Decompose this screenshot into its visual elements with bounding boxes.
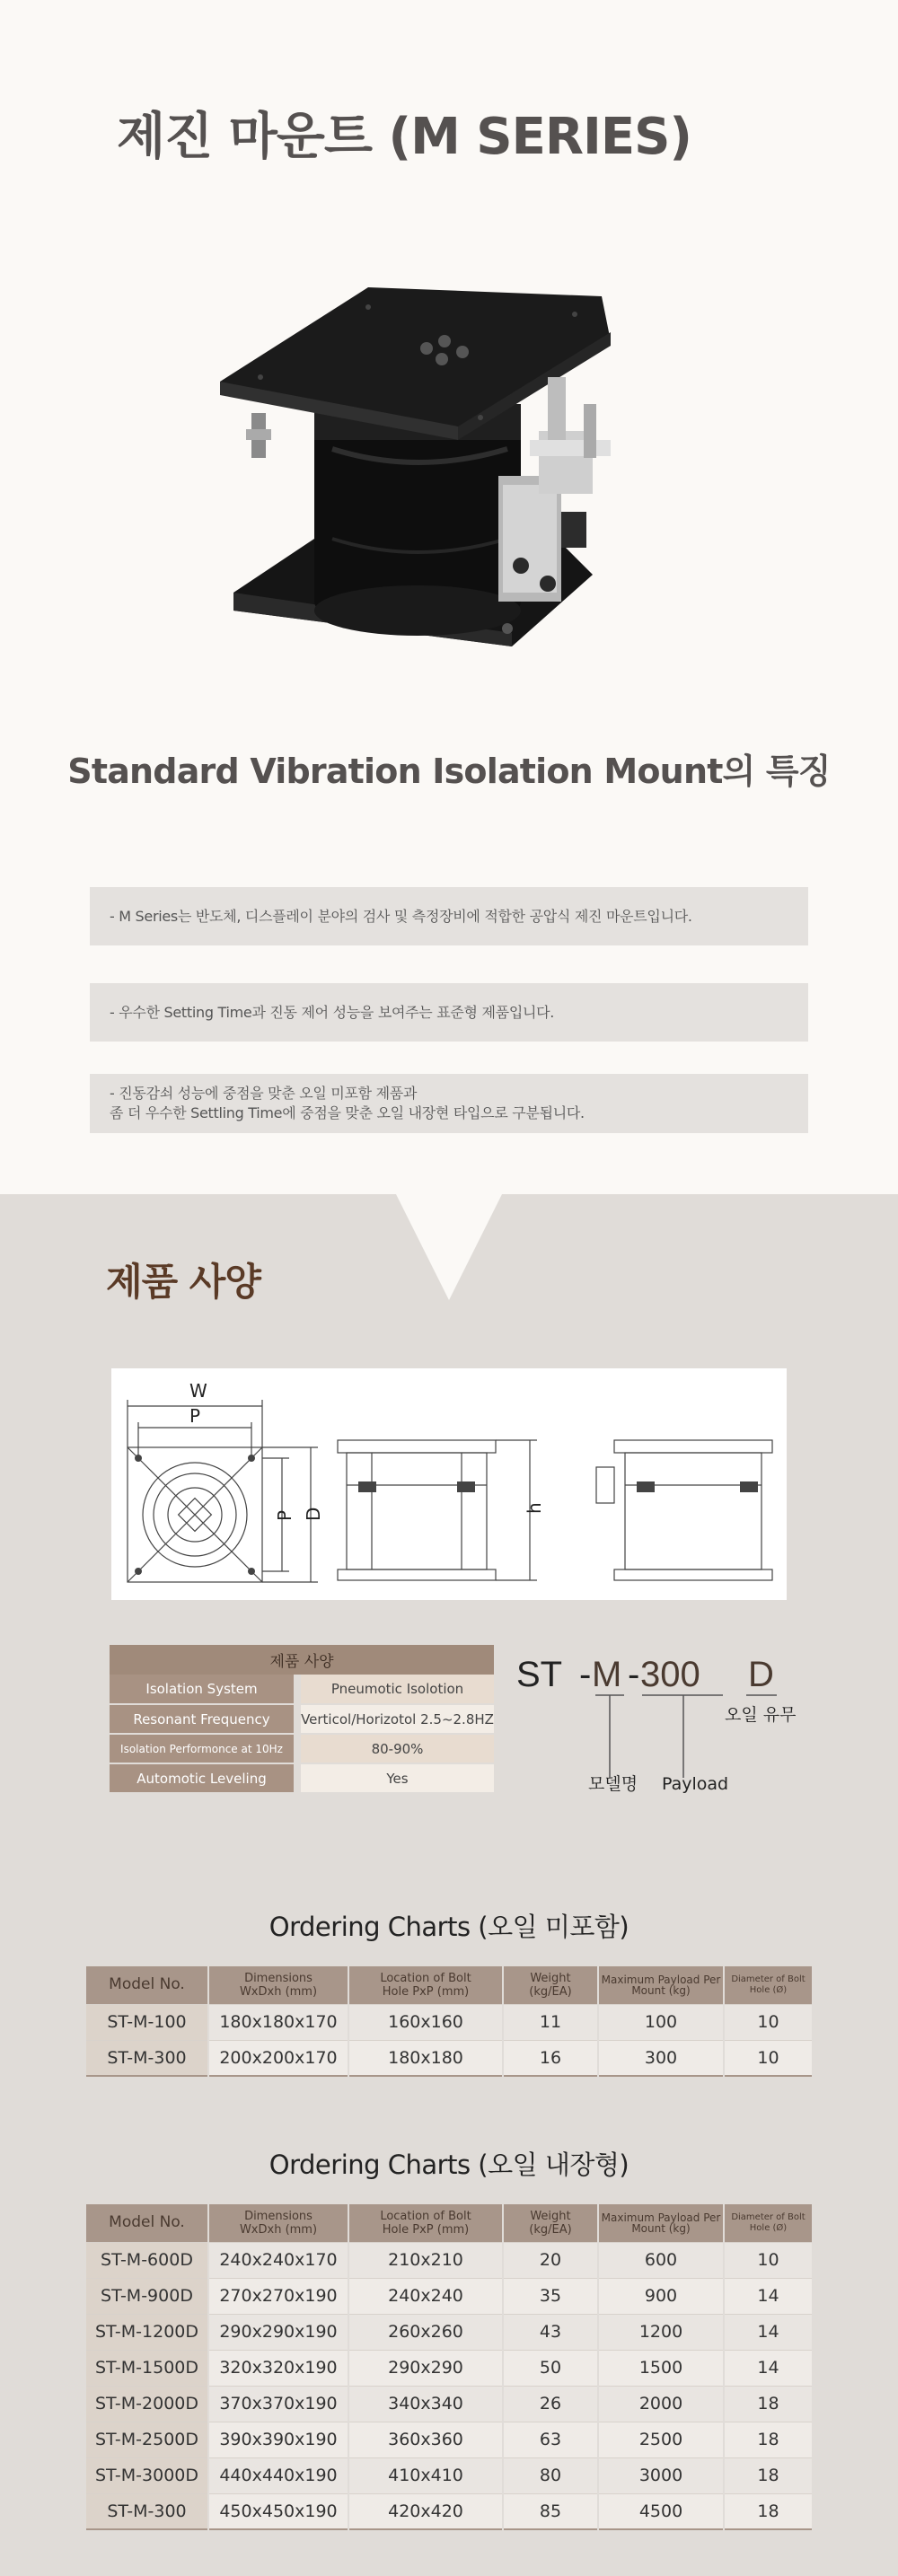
table-cell: 50 [503,2350,598,2386]
table-cell: 440x440x190 [208,2457,348,2493]
feature-text-line2: 좀 더 우수한 Settling Time에 중점을 맞춘 오일 내장현 타입으로 구분됩니다. [110,1104,585,1121]
col-model: Model No. [86,2204,208,2242]
ordering-table-2 [86,2204,812,2530]
col-payload: Maximum Payload Per Mount (kg) [598,1966,724,2004]
spec-label: Resonant Frequency [110,1704,294,1734]
model-cell: ST-M-2500D [86,2422,208,2457]
table-cell: 270x270x190 [208,2278,348,2314]
table-cell: 900 [598,2278,724,2314]
table-cell: 240x240 [348,2278,503,2314]
table-cell: 2000 [598,2386,724,2422]
ordering-chart-title-1: Ordering Charts (오일 미포함) [269,1912,629,1942]
feature-text: - M Series는 반도체, 디스플레이 분야의 검사 및 측정장비에 적합한 공압식 제진 마운트입니다. [110,907,692,925]
code-m: M [592,1655,622,1694]
col-dimensions: Dimensions WxDxh (mm) [208,2204,348,2242]
table-cell: 2500 [598,2422,724,2457]
model-cell: ST-M-1200D [86,2314,208,2350]
table-cell: 14 [724,2278,812,2314]
spec-value: Pneumotic Isolotion [301,1675,494,1704]
table-cell: 320x320x190 [208,2350,348,2386]
col-weight: Weight (kg/EA) [503,1966,598,2004]
model-cell: ST-M-300 [86,2040,208,2076]
product-image [207,269,691,664]
code-d: D [748,1655,774,1694]
table-cell: 11 [503,2004,598,2040]
spec-row [110,1675,494,1704]
spec-table-header: 제품 사양 [110,1645,494,1675]
model-cell: ST-M-900D [86,2278,208,2314]
table-cell: 390x390x190 [208,2422,348,2457]
features-title: Standard Vibration Isolation Mount의 특징 [67,752,831,791]
table-cell: 300 [598,2040,724,2076]
model-cell: ST-M-2000D [86,2386,208,2422]
spec-value: 80-90% [301,1734,494,1763]
table-cell: 360x360 [348,2422,503,2457]
table-cell: 340x340 [348,2386,503,2422]
table-cell: 35 [503,2278,598,2314]
table-cell: 18 [724,2493,812,2529]
feature-text: - 우수한 Setting Time과 진동 제어 성능을 보여주는 표준형 제품입니다. [110,1003,555,1021]
col-payload: Maximum Payload Per Mount (kg) [598,2204,724,2242]
table-cell: 63 [503,2422,598,2457]
spec-label: Automotic Leveling [110,1763,294,1793]
table-cell: 14 [724,2314,812,2350]
table-row [86,2278,812,2314]
table-cell: 18 [724,2457,812,2493]
table-cell: 100 [598,2004,724,2040]
table-cell: 600 [598,2242,724,2278]
page-title: 제진 마운트 (M SERIES) [117,108,692,166]
ordering-table-header-row [86,2204,812,2242]
svg-text:-: - [579,1655,592,1694]
table-cell: 260x260 [348,2314,503,2350]
model-cell: ST-M-3000D [86,2457,208,2493]
table-cell: 240x240x170 [208,2242,348,2278]
col-bolt-location: Location of Bolt Hole PxP (mm) [348,1966,503,2004]
table-cell: 20 [503,2242,598,2278]
label-p: P [189,1405,201,1427]
code-num: 300 [640,1655,700,1694]
table-cell: 43 [503,2314,598,2350]
table-row [86,2350,812,2386]
table-cell: 160x160 [348,2004,503,2040]
svg-text:-: - [628,1655,640,1694]
table-cell: 10 [724,2040,812,2076]
table-cell: 200x200x170 [208,2040,348,2076]
col-bolt-location: Location of Bolt Hole PxP (mm) [348,2204,503,2242]
spec-title: 제품 사양 [106,1260,260,1304]
table-cell: 80 [503,2457,598,2493]
table-cell: 18 [724,2386,812,2422]
table-row [86,2040,812,2076]
feature-item [90,887,808,945]
col-bolt-diameter: Diameter of Bolt Hole (Ø) [724,2204,812,2242]
table-cell: 18 [724,2422,812,2457]
model-code-diagram [516,1643,813,1805]
code-st: ST [516,1655,563,1694]
table-cell: 10 [724,2242,812,2278]
table-cell: 85 [503,2493,598,2529]
table-cell: 26 [503,2386,598,2422]
code-label-model: 모델명 [588,1774,638,1794]
table-cell: 210x210 [348,2242,503,2278]
ordering-table-1 [86,1966,812,2077]
table-cell: 1500 [598,2350,724,2386]
col-bolt-diameter: Diameter of Bolt Hole (Ø) [724,1966,812,2004]
spec-label: Isolation System [110,1675,294,1704]
ordering-chart-title-2: Ordering Charts (오일 내장형) [269,2150,629,2180]
table-row [86,2422,812,2457]
spec-table-header-row [110,1645,494,1675]
model-cell: ST-M-300 [86,2493,208,2529]
table-cell: 290x290 [348,2350,503,2386]
table-cell: 1200 [598,2314,724,2350]
table-cell: 14 [724,2350,812,2386]
spec-row [110,1763,494,1793]
spec-value: Yes [301,1763,494,1793]
table-cell: 180x180 [348,2040,503,2076]
label-d: D [303,1507,324,1521]
col-dimensions: Dimensions WxDxh (mm) [208,1966,348,2004]
label-p-vertical: P [274,1509,295,1521]
spec-value: Verticol/Horizotol 2.5~2.8HZ [301,1704,494,1734]
table-cell: 420x420 [348,2493,503,2529]
model-cell: ST-M-1500D [86,2350,208,2386]
label-w: W [189,1380,207,1402]
spec-row [110,1734,494,1763]
spec-table [110,1645,494,1794]
dimension-diagram [111,1368,787,1600]
spec-label: Isolation Performonce at 10Hz [110,1734,294,1763]
label-h: h [524,1502,545,1514]
spec-row [110,1704,494,1734]
table-cell: 410x410 [348,2457,503,2493]
section-divider-arrow [395,1192,503,1300]
col-model: Model No. [86,1966,208,2004]
feature-item [90,1074,808,1133]
table-cell: 3000 [598,2457,724,2493]
feature-text: - 진동감쇠 성능에 중점을 맞춘 오일 미포함 제품과 [110,1085,418,1102]
table-row [86,2493,812,2529]
model-cell: ST-M-600D [86,2242,208,2278]
table-cell: 4500 [598,2493,724,2529]
feature-item [90,983,808,1042]
table-cell: 10 [724,2004,812,2040]
ordering-table-header-row [86,1966,812,2004]
col-weight: Weight (kg/EA) [503,2204,598,2242]
table-row [86,2242,812,2278]
table-cell: 180x180x170 [208,2004,348,2040]
table-cell: 290x290x190 [208,2314,348,2350]
table-row [86,2004,812,2040]
code-label-oil: 오일 유무 [725,1705,797,1725]
model-cell: ST-M-100 [86,2004,208,2040]
table-row [86,2314,812,2350]
code-label-payload: Payload [662,1774,729,1794]
table-cell: 16 [503,2040,598,2076]
table-cell: 370x370x190 [208,2386,348,2422]
table-row [86,2457,812,2493]
table-cell: 450x450x190 [208,2493,348,2529]
table-row [86,2386,812,2422]
